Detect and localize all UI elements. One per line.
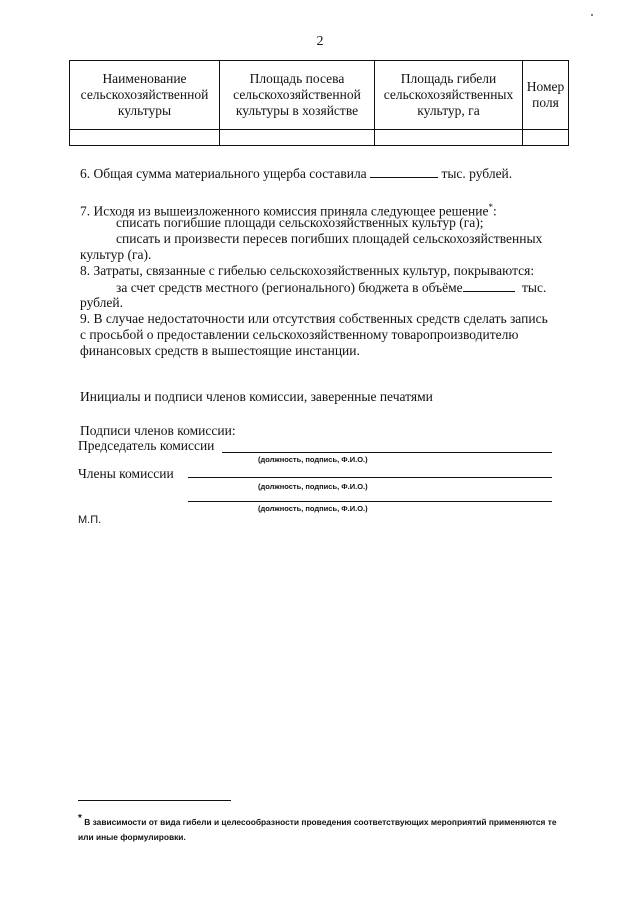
table-row: [70, 130, 569, 146]
header-field-number: Номер поля: [523, 61, 569, 130]
item-6: [80, 165, 512, 182]
footnote-text: В зависимости от вида гибели и целесообразности проведения соответствующих мероприятий применяются те или иные формулировки.: [78, 816, 557, 842]
crop-loss-table: [69, 60, 569, 146]
item-9-line-2: с просьбой о предоставлении сельскохозяйственному товаропроизводителю: [80, 327, 519, 342]
footnote-mark: *: [488, 202, 493, 212]
item-7-option-2: списать и произвести пересев погибших площадей сельскохозяйственных: [116, 231, 543, 246]
member-caption-2: (должность, подпись, Ф.И.О.): [258, 504, 368, 513]
item-7-colon: :: [493, 203, 497, 219]
page-number: 2: [316, 34, 324, 49]
table-cell[interactable]: [523, 130, 569, 146]
item-7-option-2-cont: культур (га).: [80, 247, 152, 262]
item-6-unit: тыс. рублей.: [441, 166, 513, 181]
table-cell[interactable]: [220, 130, 375, 146]
member-signature-line-2[interactable]: [188, 501, 552, 502]
item-8-budget-text: за счет средств местного (регионального) бюджета в объёме: [116, 280, 463, 295]
chairman-caption: (должность, подпись, Ф.И.О.): [258, 455, 368, 464]
table-cell[interactable]: [375, 130, 523, 146]
table-cell[interactable]: [70, 130, 220, 146]
footnote-mark-bottom: *: [78, 813, 82, 824]
item-8-budget-cont: рублей.: [80, 295, 124, 310]
member-caption-1: (должность, подпись, Ф.И.О.): [258, 482, 368, 491]
chairman-label: Председатель комиссии: [78, 438, 215, 453]
budget-amount-field[interactable]: [463, 279, 515, 292]
footnote: [78, 811, 570, 845]
scan-speck: [591, 14, 593, 16]
table-header-row: [70, 61, 569, 130]
chairman-signature-line[interactable]: [222, 452, 552, 453]
footnote-separator: [78, 800, 231, 801]
item-8: 8. Затраты, связанные с гибелью сельскохозяйственных культур, покрываются:: [80, 263, 535, 278]
header-loss-area: Площадь гибели сельскохозяйственных культур, га: [375, 61, 523, 130]
item-6-text: 6. Общая сумма материального ущерба составила: [80, 166, 367, 181]
members-label: Члены комиссии: [78, 466, 174, 481]
signatures-heading: Инициалы и подписи членов комиссии, заверенные печатями: [80, 389, 433, 404]
member-signature-line-1[interactable]: [188, 477, 552, 478]
signatures-subheading: Подписи членов комиссии:: [80, 423, 236, 438]
damage-amount-field[interactable]: [370, 165, 438, 178]
item-9-line-3: финансовых средств в вышестоящие инстанции.: [80, 343, 360, 358]
item-8-budget-unit: тыс.: [522, 280, 547, 295]
header-crop-name: Наименование сельскохозяйственной культуры: [70, 61, 220, 130]
item-7-text: 7. Исходя из вышеизложенного комиссия приняла следующее решение: [80, 203, 489, 219]
item-8-budget: [116, 279, 546, 296]
item-7-option-1: списать погибшие площади сельскохозяйственных культур (га);: [116, 215, 484, 230]
header-sown-area: Площадь посева сельскохозяйственной культуры в хозяйстве: [220, 61, 375, 130]
stamp-place: М.П.: [78, 514, 102, 526]
item-9-line-1: 9. В случае недостаточности или отсутствия собственных средств сделать запись: [80, 311, 548, 326]
